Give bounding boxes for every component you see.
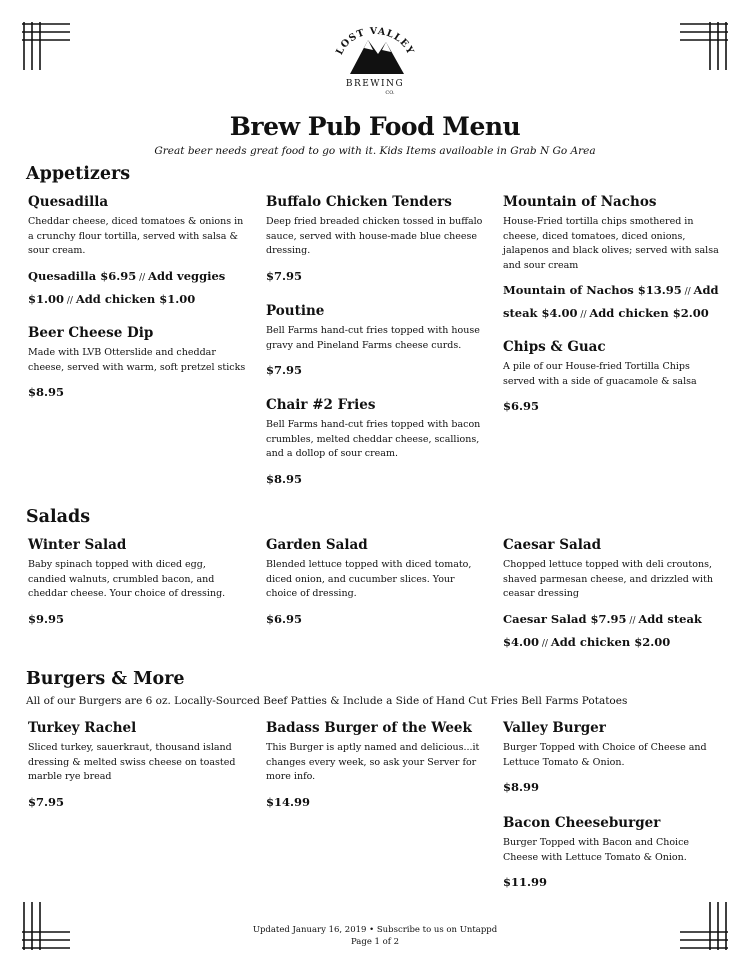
svg-text:BREWING: BREWING bbox=[345, 79, 405, 89]
item-price: Mountain of Nachos $13.95 // Add steak $4.00 // Add chicken $2.00 bbox=[503, 283, 719, 320]
menu-item bbox=[503, 720, 721, 798]
menu-item bbox=[266, 537, 484, 630]
item-price: $7.95 bbox=[28, 794, 65, 809]
menu-item bbox=[266, 397, 484, 490]
item-name: Buffalo Chicken Tenders bbox=[266, 194, 452, 210]
item-description: Made with LVB Otterslide and cheddar cheese, served with warm, soft pretzel sticks bbox=[28, 347, 246, 373]
item-name: Badass Burger of the Week bbox=[266, 720, 472, 736]
item-price: $7.95 bbox=[266, 363, 303, 377]
menu-item bbox=[28, 194, 246, 312]
item-description: Bell Farms hand-cut fries topped with bacon crumbles, melted cheddar cheese, scallions, and a dollop of sour cream. bbox=[266, 419, 481, 459]
item-name: Winter Salad bbox=[28, 537, 127, 553]
item-description: Burger Topped with Choice of Cheese and Lettuce Tomato & Onion. bbox=[503, 742, 707, 768]
item-price: $7.95 bbox=[266, 268, 303, 283]
item-name: Poutine bbox=[266, 303, 325, 319]
item-description: A pile of our House-fried Tortilla Chips served with a side of guacamole & salsa bbox=[503, 361, 697, 387]
item-name: Garden Salad bbox=[266, 537, 368, 553]
menu-item bbox=[503, 815, 721, 893]
lost-valley-brewing-logo bbox=[328, 24, 422, 100]
item-name: Chair #2 Fries bbox=[266, 397, 376, 413]
item-description: Deep fried breaded chicken tossed in buffalo sauce, served with house-made blue cheese dressing. bbox=[266, 216, 483, 256]
menu-item bbox=[266, 303, 484, 381]
menu-item bbox=[503, 339, 721, 417]
item-price: $8.95 bbox=[28, 385, 65, 399]
item-name: Quesadilla bbox=[28, 194, 109, 210]
item-description: Sliced turkey, sauerkraut, thousand island dressing & melted swiss cheese on toasted marble rye bread bbox=[28, 742, 236, 782]
page-footer bbox=[0, 924, 750, 948]
item-description: Bell Farms hand-cut fries topped with house gravy and Pineland Farms cheese curds. bbox=[266, 325, 480, 351]
item-name: Beer Cheese Dip bbox=[28, 325, 154, 341]
page-number: Page 1 of 2 bbox=[350, 937, 400, 947]
item-name: Caesar Salad bbox=[503, 537, 602, 553]
item-price: $14.99 bbox=[266, 794, 311, 809]
item-name: Turkey Rachel bbox=[28, 720, 137, 736]
item-description: Chopped lettuce topped with deli croutons, shaved parmesan cheese, and drizzled with ceasar dressing bbox=[503, 559, 713, 599]
menu-item bbox=[266, 194, 484, 287]
menu-item bbox=[28, 720, 246, 813]
menu-item bbox=[28, 325, 246, 403]
footer-update-line: Updated January 16, 2019 • Subscribe to us on Untappd bbox=[252, 925, 498, 935]
item-description: Cheddar cheese, diced tomatoes & onions in a crunchy flour tortilla, served with salsa & sour cream. bbox=[28, 216, 244, 256]
lattice-corner-icon bbox=[680, 22, 728, 70]
menu-title: Brew Pub Food Menu bbox=[229, 112, 521, 141]
item-price: Quesadilla $6.95 // Add veggies $1.00 // Add chicken $1.00 bbox=[28, 268, 226, 306]
section-note-burgers: All of our Burgers are 6 oz. Locally-Sourced Beef Patties & Include a Side of Hand Cut Fries Bell Farms Potatoes bbox=[26, 695, 628, 707]
section-title-appetizers: Appetizers bbox=[26, 164, 131, 184]
lattice-corner-icon bbox=[22, 22, 70, 70]
menu-item bbox=[28, 537, 246, 630]
item-name: Chips & Guac bbox=[503, 339, 606, 355]
menu-item bbox=[503, 537, 721, 655]
svg-text:CO.: CO. bbox=[385, 90, 395, 96]
menu-item bbox=[266, 720, 484, 813]
section-title-salads: Salads bbox=[26, 507, 91, 527]
item-price: $6.95 bbox=[503, 399, 540, 413]
item-price: Caesar Salad $7.95 // Add steak $4.00 // Add chicken $2.00 bbox=[503, 611, 702, 649]
item-price: $9.95 bbox=[28, 611, 65, 626]
svg-text:LOST VALLEY: LOST VALLEY bbox=[334, 25, 416, 57]
item-description: This Burger is aptly named and delicious...it changes every week, so ask your Server for more info. bbox=[266, 742, 480, 782]
item-name: Valley Burger bbox=[503, 720, 606, 736]
item-name: Mountain of Nachos bbox=[503, 194, 657, 210]
item-price: $8.99 bbox=[503, 780, 540, 794]
item-description: House-Fried tortilla chips smothered in cheese, diced tomatoes, diced onions, jalapenos and black olives; served with salsa and sour cream bbox=[503, 216, 719, 271]
section-title-burgers: Burgers & More bbox=[26, 669, 185, 689]
item-description: Burger Topped with Bacon and Choice Cheese with Lettuce Tomato & Onion. bbox=[503, 837, 690, 863]
menu-subtitle: Great beer needs great food to go with it. Kids Items availoable in Grab N Go Area bbox=[154, 145, 596, 157]
item-description: Blended lettuce topped with diced tomato, diced onion, and cucumber slices. Your choice of dressing. bbox=[266, 559, 472, 599]
item-price: $11.99 bbox=[503, 875, 548, 889]
item-price: $8.95 bbox=[266, 471, 303, 486]
menu-item bbox=[503, 194, 721, 326]
item-description: Baby spinach topped with diced egg, candied walnuts, crumbled bacon, and cheddar cheese. Your choice of dressing. bbox=[28, 559, 226, 599]
item-price: $6.95 bbox=[266, 611, 303, 626]
item-name: Bacon Cheeseburger bbox=[503, 815, 661, 831]
